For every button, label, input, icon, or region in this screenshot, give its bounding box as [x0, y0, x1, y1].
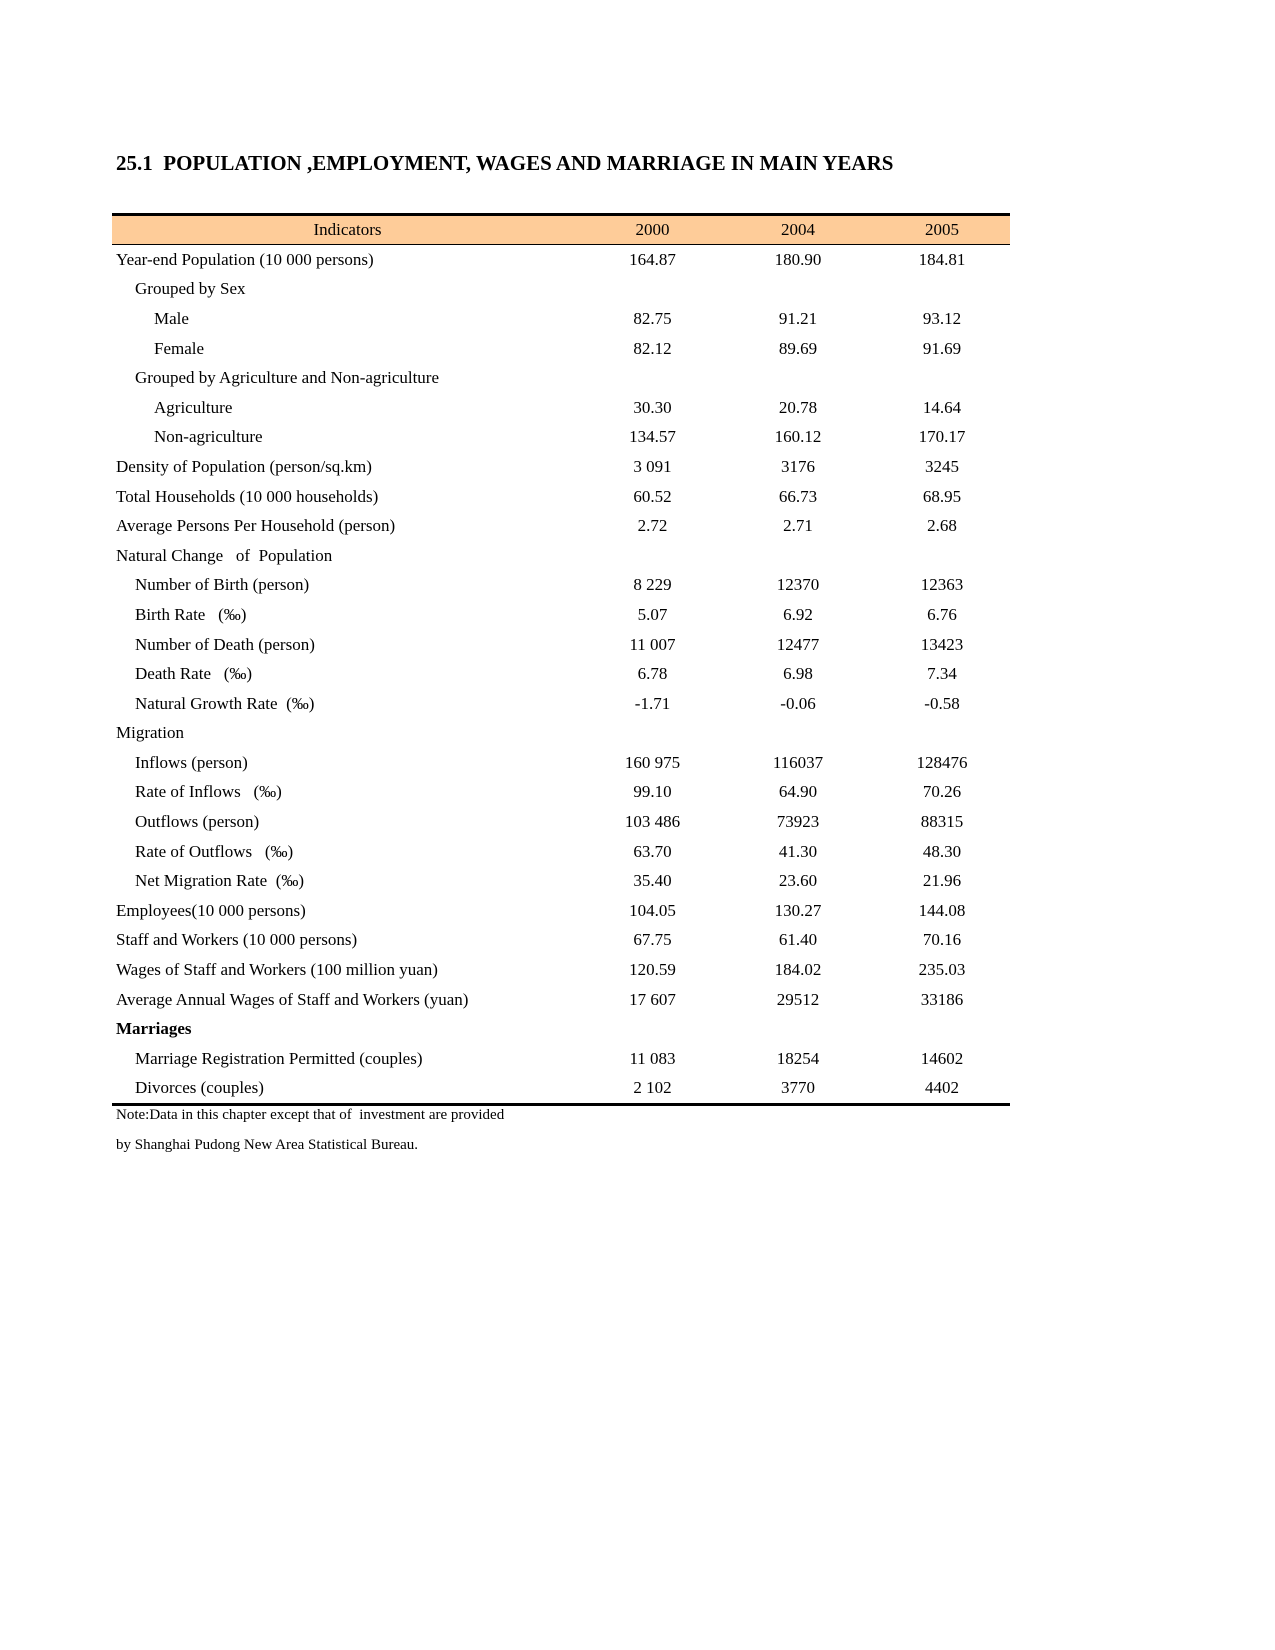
footnote-line-1: Note:Data in this chapter except that of investment are provided: [116, 1107, 505, 1123]
cell-2000: 67.75: [633, 930, 672, 950]
cell-2004: [722, 719, 874, 749]
cell-2000: 99.10: [633, 782, 672, 802]
cell-2000: 3 091: [633, 456, 672, 476]
header-indicators: Indicators: [112, 215, 583, 245]
cell-2005: [874, 275, 1010, 305]
cell-2005: 12363: [920, 575, 964, 595]
table-row: [112, 482, 1010, 512]
cell-2004: 184.02: [774, 960, 822, 980]
row-label: Migration: [116, 723, 184, 743]
row-label: Grouped by Agriculture and Non-agriculture: [135, 368, 440, 388]
cell-2004: 29512: [776, 989, 820, 1009]
cell-2004: -0.06: [780, 693, 816, 713]
table-row: [112, 896, 1010, 926]
cell-2005: 128476: [916, 752, 968, 772]
table-row: [112, 511, 1010, 541]
statistics-table: [112, 213, 1010, 1106]
cell-2004: 6.92: [783, 604, 813, 624]
cell-2004: 64.90: [778, 782, 818, 802]
cell-2000: 103 486: [624, 812, 681, 832]
row-label: Female: [154, 338, 205, 358]
row-label: Natural Change of Population: [116, 545, 333, 565]
footnote-line-2: by Shanghai Pudong New Area Statistical Bureau.: [116, 1137, 419, 1153]
table-row: [112, 393, 1010, 423]
cell-2000: 11 007: [629, 634, 676, 654]
cell-2005: 144.08: [918, 900, 966, 920]
cell-2005: 7.34: [927, 664, 957, 684]
cell-2005: 235.03: [918, 960, 966, 980]
table-row: [112, 659, 1010, 689]
cell-2000: 60.52: [633, 486, 672, 506]
table-row: [112, 866, 1010, 896]
table-row: [112, 1074, 1010, 1105]
cell-2000: 5.07: [637, 604, 668, 624]
table-row: [112, 985, 1010, 1015]
table-row: [112, 926, 1010, 956]
table-row: [112, 571, 1010, 601]
cell-2004: 12477: [776, 634, 820, 654]
table-row: [112, 689, 1010, 719]
cell-2004: 3176: [781, 456, 815, 476]
table-row: [112, 778, 1010, 808]
row-label: Staff and Workers (10 000 persons): [116, 930, 358, 950]
cell-2004: 89.69: [778, 338, 818, 358]
table-row: [112, 363, 1010, 393]
row-label: Total Households (10 000 households): [116, 486, 379, 506]
row-label: Marriages: [116, 1019, 192, 1039]
row-label: Average Persons Per Household (person): [116, 516, 396, 536]
cell-2000: [583, 541, 722, 571]
cell-2004: 116037: [772, 752, 824, 772]
row-label: Non-agriculture: [154, 427, 263, 447]
cell-2005: 3245: [925, 456, 959, 476]
row-label: Birth Rate (‰): [135, 604, 247, 624]
cell-2000: 164.87: [629, 249, 676, 269]
table-row: [112, 955, 1010, 985]
cell-2000: [583, 719, 722, 749]
cell-2000: 82.75: [633, 308, 672, 328]
cell-2005: 2.68: [927, 516, 957, 536]
cell-2000: [583, 1014, 722, 1044]
row-label: Average Annual Wages of Staff and Workers (yuan): [116, 989, 469, 1009]
table-row: [112, 600, 1010, 630]
cell-2004: 41.30: [778, 841, 818, 861]
cell-2005: 13423: [920, 634, 964, 654]
row-label: Natural Growth Rate (‰): [135, 693, 315, 713]
row-label: Density of Population (person/sq.km): [116, 456, 372, 476]
row-label: Net Migration Rate (‰): [135, 871, 305, 891]
header-year-2000: 2000: [583, 215, 722, 245]
row-label: Employees(10 000 persons): [116, 900, 306, 920]
table-row: [112, 541, 1010, 571]
table-row: [112, 719, 1010, 749]
row-label: Death Rate (‰): [135, 664, 253, 684]
cell-2004: 91.21: [778, 308, 818, 328]
page-title: 25.1 POPULATION ,EMPLOYMENT, WAGES AND MARRIAGE IN MAIN YEARS: [116, 151, 894, 175]
table-row: [112, 334, 1010, 364]
cell-2000: 35.40: [633, 871, 672, 891]
cell-2005: 14.64: [922, 397, 962, 417]
table-row: [112, 1044, 1010, 1074]
table-row: [112, 748, 1010, 778]
row-label: Wages of Staff and Workers (100 million yuan): [116, 960, 438, 980]
table-row: [112, 423, 1010, 453]
cell-2005: 6.76: [927, 604, 957, 624]
table-row: [112, 630, 1010, 660]
cell-2005: [874, 541, 1010, 571]
table-header-row: [112, 215, 1010, 245]
cell-2000: 104.05: [629, 900, 676, 920]
cell-2004: 18254: [776, 1048, 820, 1068]
cell-2004: 73923: [776, 812, 820, 832]
cell-2005: 48.30: [922, 841, 962, 861]
header-year-2005: 2005: [874, 215, 1010, 245]
table-row: [112, 245, 1010, 275]
cell-2005: 21.96: [922, 871, 962, 891]
cell-2005: 70.26: [922, 782, 962, 802]
cell-2000: 17 607: [629, 989, 676, 1009]
cell-2004: 61.40: [778, 930, 818, 950]
cell-2005: 88315: [920, 812, 964, 832]
cell-2004: 160.12: [774, 427, 822, 447]
cell-2005: 33186: [920, 989, 964, 1009]
cell-2004: 20.78: [778, 397, 818, 417]
cell-2005: [874, 363, 1010, 393]
cell-2004: [722, 363, 874, 393]
cell-2004: 3770: [722, 1074, 874, 1105]
cell-2004: 180.90: [774, 249, 822, 269]
cell-2004: 130.27: [774, 900, 822, 920]
cell-2005: 93.12: [922, 308, 962, 328]
cell-2004: [722, 541, 874, 571]
cell-2005: [874, 1014, 1010, 1044]
table-row: [112, 1014, 1010, 1044]
cell-2000: 2 102: [583, 1074, 722, 1105]
table-row: [112, 837, 1010, 867]
cell-2000: 63.70: [633, 841, 672, 861]
cell-2004: 2.71: [783, 516, 813, 536]
cell-2000: 30.30: [633, 397, 672, 417]
cell-2000: -1.71: [634, 693, 671, 713]
cell-2000: 134.57: [629, 427, 676, 447]
row-label: Agriculture: [154, 397, 233, 417]
row-label: Grouped by Sex: [135, 279, 246, 299]
cell-2005: 70.16: [922, 930, 962, 950]
table-row: [112, 304, 1010, 334]
cell-2000: 120.59: [629, 960, 676, 980]
cell-2005: [874, 719, 1010, 749]
cell-2004: 23.60: [778, 871, 818, 891]
table-row: [112, 275, 1010, 305]
table-row: [112, 452, 1010, 482]
row-label: Number of Death (person): [135, 634, 315, 654]
cell-2000: 2.72: [637, 516, 668, 536]
cell-2000: 8 229: [633, 575, 672, 595]
cell-2000: 82.12: [633, 338, 672, 358]
row-label: Year-end Population (10 000 persons): [116, 249, 374, 269]
cell-2004: 12370: [776, 575, 820, 595]
row-label: Marriage Registration Permitted (couples): [135, 1048, 423, 1068]
cell-2000: [583, 275, 722, 305]
row-label: Male: [154, 308, 189, 328]
cell-2000: [583, 363, 722, 393]
row-label: Number of Birth (person): [135, 575, 310, 595]
cell-2004: 6.98: [783, 664, 813, 684]
cell-2004: [722, 275, 874, 305]
row-label: Outflows (person): [135, 812, 260, 832]
cell-2000: 6.78: [637, 664, 668, 684]
table-row: [112, 807, 1010, 837]
cell-2000: 11 083: [629, 1048, 676, 1068]
statistics-table-container: [112, 213, 1010, 1106]
row-label: Divorces (couples): [112, 1074, 583, 1105]
cell-2005: 184.81: [918, 249, 966, 269]
cell-2005: 91.69: [922, 338, 962, 358]
cell-2005: 170.17: [918, 427, 966, 447]
cell-2000: 160 975: [624, 752, 681, 772]
cell-2005: 4402: [874, 1074, 1010, 1105]
row-label: Rate of Inflows (‰): [135, 782, 282, 802]
cell-2005: 68.95: [922, 486, 962, 506]
cell-2005: 14602: [920, 1048, 964, 1068]
header-year-2004: 2004: [722, 215, 874, 245]
cell-2004: [722, 1014, 874, 1044]
row-label: Inflows (person): [135, 752, 248, 772]
cell-2005: -0.58: [924, 693, 960, 713]
cell-2004: 66.73: [778, 486, 818, 506]
row-label: Rate of Outflows (‰): [135, 841, 294, 861]
